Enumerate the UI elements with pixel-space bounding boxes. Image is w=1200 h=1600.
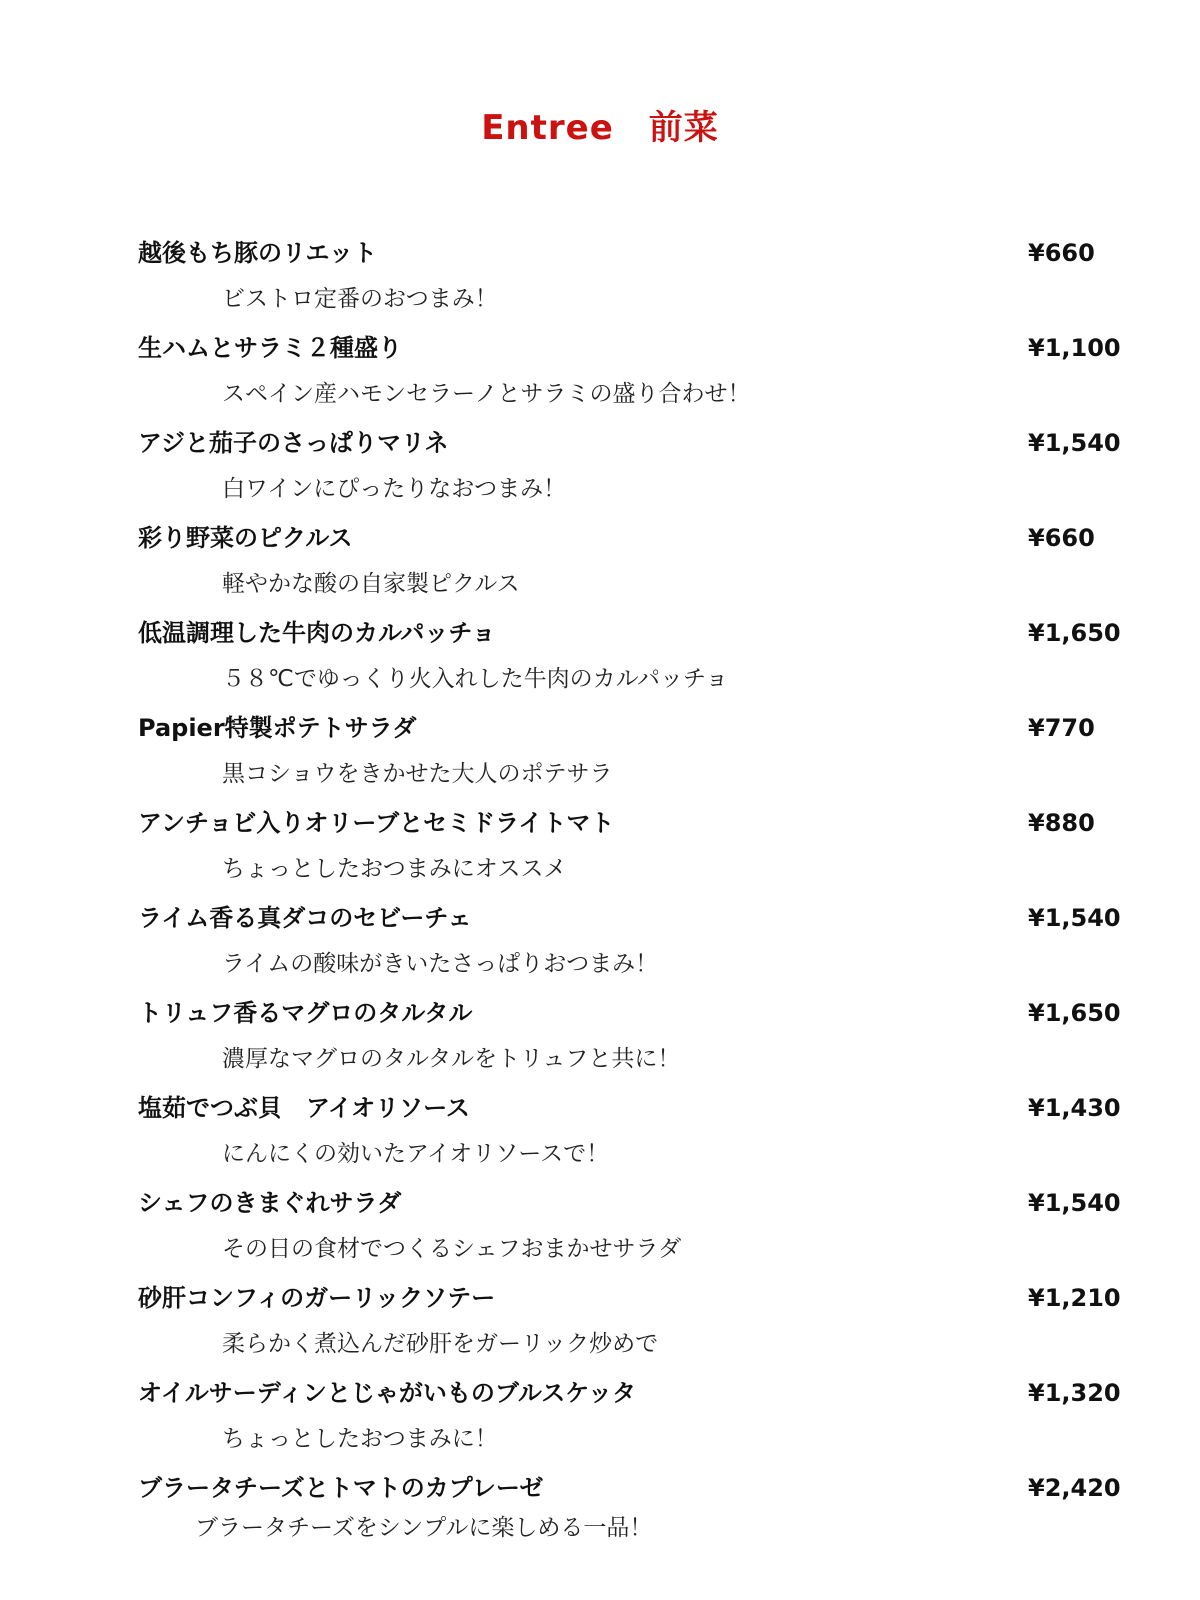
page-title: Entree 前菜 xyxy=(481,108,719,148)
menu-item-name: Papier特製ポテトサラダ xyxy=(138,714,417,742)
menu-item-price: ¥880 xyxy=(1028,809,1095,837)
menu-item-name: 彩り野菜のピクルス xyxy=(138,524,353,552)
menu-item-description: ブラータチーズをシンプルに楽しめる一品！ xyxy=(195,1515,653,1541)
menu-item-name: アジと茄子のさっぱりマリネ xyxy=(138,429,449,457)
menu-item-price: ¥1,650 xyxy=(1028,999,1121,1027)
menu-item-price: ¥1,430 xyxy=(1028,1094,1121,1122)
menu-item xyxy=(0,1188,1200,1283)
menu-item-price: ¥1,100 xyxy=(1028,334,1121,362)
menu-item-price: ¥660 xyxy=(1028,524,1095,552)
menu-item-name: 砂肝コンフィのガーリックソテー xyxy=(138,1284,496,1312)
menu-item-price: ¥1,540 xyxy=(1028,429,1121,457)
menu-item-name: シェフのきまぐれサラダ xyxy=(138,1189,402,1217)
menu-item xyxy=(0,1093,1200,1188)
menu-item xyxy=(0,333,1200,428)
menu-item-name: ブラータチーズとトマトのカプレーゼ xyxy=(138,1474,544,1502)
menu-item-description: ちょっとしたおつまみにオススメ xyxy=(222,856,567,882)
menu-item xyxy=(0,1473,1200,1553)
menu-item-price: ¥1,320 xyxy=(1028,1379,1121,1407)
menu-item-name: ライム香る真ダコのセビーチェ xyxy=(138,904,472,932)
menu-item-description: スペイン産ハモンセラーノとサラミの盛り合わせ！ xyxy=(222,381,751,407)
menu-item xyxy=(0,238,1200,333)
menu-item-price: ¥1,540 xyxy=(1028,1189,1121,1217)
menu-item-name: 越後もち豚のリエット xyxy=(138,239,378,267)
menu-item-description: ビストロ定番のおつまみ！ xyxy=(222,286,498,312)
menu-item-price: ¥2,420 xyxy=(1028,1474,1121,1502)
menu-item xyxy=(0,808,1200,903)
menu-item-name: 低温調理した牛肉のカルパッチョ xyxy=(138,619,496,647)
menu-item-description: 柔らかく煮込んだ砂肝をガーリック炒めで xyxy=(222,1331,659,1357)
menu-item-description: 白ワインにぴったりなおつまみ！ xyxy=(222,476,567,502)
menu-item xyxy=(0,998,1200,1093)
menu-item-description: 濃厚なマグロのタルタルをトリュフと共に！ xyxy=(222,1046,681,1072)
menu-item-price: ¥660 xyxy=(1028,239,1095,267)
menu-item xyxy=(0,428,1200,523)
menu-item-description: ライムの酸味がきいたさっぱりおつまみ！ xyxy=(222,951,659,977)
menu-item-name: トリュフ香るマグロのタルタル xyxy=(138,999,473,1027)
menu-item xyxy=(0,903,1200,998)
menu-item-description: にんにくの効いたアイオリソースで！ xyxy=(222,1141,610,1167)
menu-list xyxy=(0,238,1200,1553)
menu-item xyxy=(0,523,1200,618)
menu-item-name: オイルサーディンとじゃがいものブルスケッタ xyxy=(138,1379,636,1407)
menu-item-name: アンチョビ入りオリーブとセミドライトマト xyxy=(138,809,615,837)
menu-item-price: ¥1,650 xyxy=(1028,619,1121,647)
menu-item-description: 黒コショウをきかせた大人のポテサラ xyxy=(222,761,613,787)
menu-item-price: ¥1,210 xyxy=(1028,1284,1121,1312)
menu-item xyxy=(0,1283,1200,1378)
menu-item xyxy=(0,713,1200,808)
menu-item-name: 塩茹でつぶ貝 アイオリソース xyxy=(138,1094,470,1122)
menu-item-name: 生ハムとサラミ２種盛り xyxy=(138,334,402,362)
menu-item-price: ¥770 xyxy=(1028,714,1095,742)
menu-item xyxy=(0,618,1200,713)
menu-item-description: ちょっとしたおつまみに！ xyxy=(222,1426,498,1452)
menu-item-description: 軽やかな酸の自家製ピクルス xyxy=(222,571,520,597)
menu-item-description: ５８℃でゆっくり火入れした牛肉のカルパッチョ xyxy=(222,666,729,692)
menu-item-price: ¥1,540 xyxy=(1028,904,1121,932)
menu-item-description: その日の食材でつくるシェフおまかせサラダ xyxy=(222,1236,682,1262)
menu-item xyxy=(0,1378,1200,1473)
